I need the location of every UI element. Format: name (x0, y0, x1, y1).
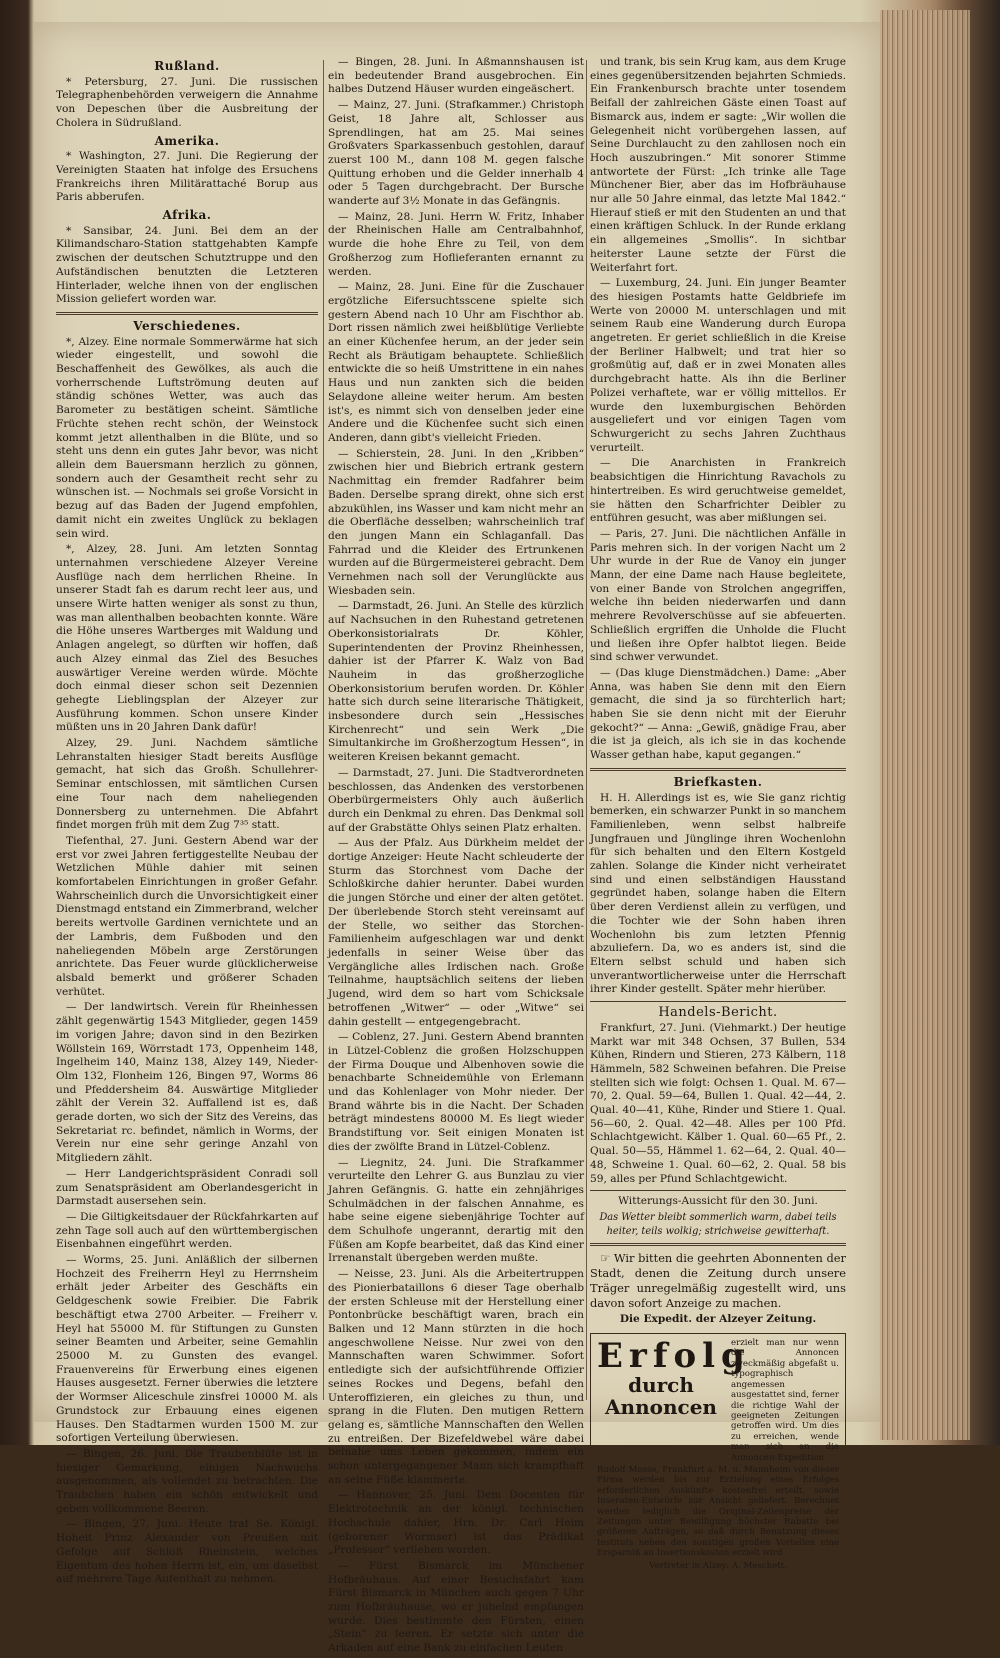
article-briefkasten: H. H. Allerdings ist es, wie Sie ganz richtig bemerken, ein schwarzer Punkt in so manchem Familienleben, wenn selbst halbreife Jungfrauen und Jünglinge ihren Wochenlohn für sich behalten und den Eltern Kostgeld zahlen. Solange die Kinder nicht verheiratet sind und einen selbständigen Hausstand gegründet haben, solange haben die Eltern über deren Verdienst allein zu verfügen, und die Tochter wie der Sohn haben ihren Wochenlohn bis zum letzten Pfennig abzuliefern. Da, wo es anders ist, sind die Eltern selbst schuld und haben sich unverantwortlicherweise unter die Herrschaft ihrer Kinder gestellt. Später mehr hierüber. (590, 791, 846, 996)
article: — Bingen, 27. Juni. Heute traf Se. Königl. Hoheit Prinz Alexander von Preußen mit Gefolge auf Schloß Rheinstein, welches Eigentum des hohen Herrn ist, ein, um daselbst auf mehrere Tage Aufenthalt zu nehmen. (56, 1518, 318, 1586)
article: *, Alzey, 28. Juni. Am letzten Sonntag unternahmen verschiedene Alzeyer Vereine Ausflüge nach dem herrlichen Rheine. In unserer Stadt fah es darum recht leer aus, und unsere Wirte hatten weniger als sonst zu thun, was man allenthalben beobachten konnte. Wäre die Höhe unseres Wartberges mit Waldung und Anlagen angelegt, so dürften wir hoffen, daß auch Alzey einmal das Ziel des Besuches auswärtiger Vereine werden würde. Möchte doch einmal dieser schon seit Dezennien gehegte Lieblingsplan der Alzeyer zur Ausführung kommen. Schon unsere Kinder müßten uns in 20 Jahren Dank dafür! (56, 543, 318, 734)
article: — Liegnitz, 24. Juni. Die Strafkammer verurteilte den Lehrer G. aus Bunzlau zu vier Jahren Gefängnis. G. hatte ein zehnjähriges Schulmädchen in der falschen Annahme, es habe seine eigene siebenjährige Tochter auf dem Schulhofe ungerannt, derartig mit den Füßen am Kopfe bearbeitet, daß das Kind einer Irrenanstalt übergeben werden mußte. (328, 1156, 584, 1265)
column-divider-1 (323, 60, 324, 1400)
article: — Fürst Bismarck im Münchener Hofbräuhaus. Auf einer Besuchsfahrt kam Fürst Bismarck in München auch gegen 7 Uhr zum Hofbräuhause, wo er jubelnd empfangen wurde. Dies bestimmte den Fürsten, einen „Stein“ zu leeren. Er setzte sich unter die Arkaden auf eine Bank zu einfachen Leuten (328, 1559, 584, 1655)
section-rule (590, 1243, 846, 1246)
pointing-hand-icon: ☞ (600, 1251, 614, 1266)
subscriber-notice (590, 1251, 846, 1311)
heading-afrika: Afrika. (162, 208, 212, 223)
weather-heading: Witterungs-Aussicht für den 30. Juni. (618, 1195, 818, 1208)
article: — Schierstein, 28. Juni. In den „Kribben“ zwischen hier und Biebrich ertrank gestern Nachmittag ein fremder Radfahrer beim Baden. Derselbe sprang direkt, ohne sich erst abzukühlen, ins Wasser und kam nicht mehr an die Oberfläche desselben; wahrscheinlich traf den jungen Mann ein Schlaganfall. Das Fahrrad und die Kleider des Ertrunkenen wurden auf die Bürgermeisterei gebracht. Dem Vernehmen nach soll der Verunglückte aus Wiesbaden sein. (328, 447, 584, 597)
article: — Die Giltigkeitsdauer der Rückfahrkarten auf zehn Tage soll auch auf den württembergischen Eisenbahnen eingeführt werden. (56, 1210, 318, 1251)
notice-text: Wir bitten die geehrten Abonnenten der Stadt, denen die Zeitung durch unsere Träger unregelmäßig zugestellt wird, uns davon sofort Anzeige zu machen. (590, 1251, 846, 1311)
article: — Luxemburg, 24. Juni. Ein junger Beamter des hiesigen Postamts hatte Geldbriefe im Werte von 20000 M. unterschlagen und mit seinem Raub eine Wanderung durch Europa angetreten. Er geriet schließlich in die Kreise der Berliner Halbwelt; und trat hier so großmütig auf, daß er in zwei Monaten alles durchgebracht hatte. Als ihn die Berliner Polizei verhaftete, war er völlig mittellos. Er wurde den luxemburgischen Behörden ausgeliefert und vor einigen Tagen vom Schwurgericht zu sechs Jahren Zuchthaus verurteilt. (590, 277, 846, 454)
heading-amerika: Amerika. (154, 133, 220, 148)
book-page-edges (880, 10, 970, 1440)
article: — (Das kluge Dienstmädchen.) Dame: „Aber Anna, was haben Sie denn mit den Eiern gemacht, die sind ja so fürchterlich hart; haben Sie sie denn nicht mit der Eieruhr gekocht?“ — Anna: „Gewiß, gnädige Frau, aber die ist ja gleich, als ich sie in das kochende Wasser gethan habe, kaput gegangen.“ (590, 666, 846, 762)
ad-headline-annoncen: durch Annoncen (605, 1373, 717, 1420)
article: — Aus der Pfalz. Aus Dürkheim meldet der dortige Anzeiger: Heute Nacht schleuderte der Sturm das Storchnest vom Dache der Schloßkirche dahier herunter. Dabei wurden die jungen Störche und einer der alten getötet. Der überlebende Storch steht vereinsamt auf der Stelle, wo seither das Storchen-Familienheim aufgeschlagen war und denkt jedenfalls in seiner Weise über das Vergängliche alles Irdischen nach. Große Teilnahme, hauptsächlich seitens der lieben Jugend, wird dem so hart vom Schicksale betroffenen „Witwer“ — oder „Witwe“ sei dahin gestellt — entgegengebracht. (328, 837, 584, 1028)
article: — Mainz, 28. Juni. Herrn W. Fritz, Inhaber der Rheinischen Halle am Centralbahnhof, wurde die hohe Ehre zu Teil, von dem Großherzog zum Hoflieferanten ernannt zu werden. (328, 210, 584, 278)
heading-handelsbericht: Handels-Bericht. (658, 1005, 778, 1021)
advertisement-mosse (590, 1333, 846, 1576)
ad-side-text: erzielt man nur wenn die Annoncen zweckmäßig abgefaßt u. typographisch angemessen ausgestattet sind, ferner die richtige Wahl der geeigneten Zeitungen getroffen wird. Um dies zu erreichen, wende man sich an die Annoncen-Expedition (731, 1338, 839, 1463)
article: — Worms, 25. Juni. Anläßlich der silbernen Hochzeit des Freiherrn Heyl zu Herrnsheim erhält jeder Arbeiter des Geschäfts ein Geldgeschenk sowie Freibier. Die Fabrik beschäftigt etwa 2700 Arbeiter. — Freiherr v. Heyl hat 55000 M. für Stiftungen zu Gunsten seiner Beamten und Arbeiter, seine Gemahlin 25000 M. zu Gunsten des evangel. Frauenvereins für Erwerbung eines eigenen Hauses ausgesetzt. Ferner überwies die letztere der Wormser Aliceschule zinsfrei 10000 M. als Grundstock zur Erbauung eines eigenen Hauses. Den Stadtarmen wurden 1500 M. zur sofortigen Verteilung überwiesen. (56, 1254, 318, 1445)
article-sansibar: * Sansibar, 24. Juni. Bei dem an der Kilimandscharo-Station stattgehabten Kampfe zwischen der deutschen Schutztruppe und den Aufständischen benutzten die Letzteren Hinterlader, welche ihnen von der englischen Mission geliefert worden war. (56, 224, 318, 306)
article: — Mainz, 27. Juni. (Strafkammer.) Christoph Geist, 18 Jahre alt, Schlosser aus Sprendlingen, hat am 25. Mai seines Großvaters Sparkassenbuch gestohlen, darauf zuerst 100 M., dann 108 M. gegen falsche Quittung erhoben und die Gelder innerhalb 4 oder 5 Tagen durchgebracht. Der Bursche wanderte auf 3½ Monate in das Gefängnis. (328, 99, 584, 208)
heading-verschiedenes: Verschiedenes. (133, 318, 241, 333)
notice-signature: Die Expedit. der Alzeyer Zeitung. (619, 1313, 817, 1326)
article: Alzey, 29. Juni. Nachdem sämtliche Lehranstalten hiesiger Stadt bereits Ausflüge gemacht, hat sich das Großh. Schullehrer-Seminar entschlossen, mit sämtlichen Cursen eine Tour nach dem naheliegenden Donnersberg zu unternehmen. Die Abfahrt findet morgen früh mit dem Zug 7³⁵ statt. (56, 737, 318, 832)
article: — Mainz, 28. Juni. Eine für die Zuschauer ergötzliche Eifersuchtsscene spielte sich gestern Abend nach 10 Uhr am Fischthor ab. Dort rissen nämlich zwei heißblütige Verliebte an einer Küchenfee herum, an der jeder sein Recht als Bräutigam behauptete. Schließlich entwickte die so heiß Umstrittene in ein nahes Haus und nun zankten sich die beiden Selaydone alleine weiter herum. Am besten ist's, es nimmt sich von denselben jeder eine Andere und die Küchenfee sucht sich einen Anderen, dann gibt's vielleicht Frieden. (328, 281, 584, 444)
article: — Bingen, 28. Juni. In Aßmannshausen ist ein bedeutender Brand ausgebrochen. Ein halbes Dutzend Häuser wurden eingeäschert. (328, 56, 584, 96)
article: — Neisse, 23. Juni. Als die Arbeitertruppen des Pionierbataillons 6 dieser Tage oberhalb der ersten Schleuse mit der Herstellung einer Pontonbrücke beschäftigt waren, brach ein Balken und 12 Mann stürzten in die hoch angeschwollene Neisse. Nur zwei von den Mannschaften waren Schwimmer. Sofort entledigte sich der aufsichtführende Offizier seines Rockes und Degens, befahl den Unteroffizieren, ein gleiches zu thun, und sprang in die Fluten. Den mutigen Rettern gelang es, sämtliche Mannschaften den Wellen zu entreißen. Der Bizefeldwebel wäre dabei beinahe ums Leben gekommen, indem ein schon untergegangener Mann sich krampfhaft an seine Füße klammerte. (328, 1268, 584, 1486)
weather-text: Das Wetter bleibt sommerlich warm, dabei teils heiter, teils wolkig; strichweise gewitterhaft. (599, 1211, 837, 1237)
article: — Coblenz, 27. Juni. Gestern Abend brannten in Lützel-Coblenz die großen Holzschuppen der Firma Douque und Albenhoven sowie die benachbarte Schneidemühle von Erlemann und das Kohlenlager von Mohr nieder. Der Brand währte bis in die Nacht. Der Schaden beträgt mindestens 80000 M. Es liegt wieder Brandstiftung vor. Seit einigen Monaten ist dies der zwölfte Brand in Lützel-Coblenz. (328, 1031, 584, 1153)
article: — Darmstadt, 27. Juni. Die Stadtverordneten beschlossen, das Andenken des verstorbenen Oberbürgermeisters Ohly auch äußerlich durch ein Denkmal zu ehren. Das Denkmal soll auf der Grabstätte Ohlys seinen Platz erhalten. (328, 766, 584, 834)
section-rule (590, 1001, 846, 1002)
ad-headline-erfolg: Erfolg (597, 1336, 751, 1377)
column-divider-2 (586, 60, 587, 1400)
column-2 (328, 56, 584, 1658)
section-rule (56, 312, 318, 315)
article: und trank, bis sein Krug kam, aus dem Kruge eines gegenübersitzenden bejahrten Schmieds. Ein Frankenbursch brachte unter tosendem Beifall der zahlreichen Gäste einen Toast auf Bismarck aus, indem er sagte: „Wir wollen die Gelegenheit nicht vorübergehen lassen, auf Seine Durchlaucht zu den zahllosen noch ein Hoch auszubringen.“ Mit sonorer Stimme antwortete der Fürst: „Ich trinke alle Tage Münchener Bier, aber das im Hofbräuhause nur alle 50 Jahre einmal, das letzte Mal 1842.“ Hierauf stieß er mit den Studenten an und that einen kräftigen Schluck. In der Runde erklang ein allgemeines „Smollis“. In sichtbar heiterster Laune setzte der Fürst die Weiterfahrt fort. (590, 56, 846, 274)
section-rule (590, 1190, 846, 1191)
ad-body-text: Rudolf Mosse, Frankfurt a. M. u. Mannheim von dieser Firma werden bis zur Erzielung eines Erfolges erforderlichen Auskünfte kostenfrei erteilt, sowie Inseraten-Entwürfe zur Ansicht geliefert. Berechnet werden lediglich die Original-Zeilenpreise der Zeitungen unter Bewilligung höchster Rabatte bei größeren Aufträgen, so daß durch Benutzung dieses Instituts neben den sonstigen großen Vorteilen eine Ersparniß an Insertionskosten erzielt wird (597, 1464, 839, 1559)
article-petersburg: * Petersburg, 27. Juni. Die russischen Telegraphenbehörden verweigern die Annahme von Depeschen über die Ausbreitung der Cholera in Südrußland. (56, 75, 318, 129)
column-1 (56, 56, 318, 1589)
article: — Paris, 27. Juni. Die nächtlichen Anfälle in Paris mehren sich. In der vorigen Nacht um 2 Uhr wurde in der Rue de Vanoy ein junger Mann, der eine Dame nach Hause begleitete, von einer Bande von Strolchen angegriffen, welche ihn beiden niederwarfen und dann mehrere Revolverschüsse auf sie abfeuerten. Schließlich ergriffen die Unholde die Flucht und ließen ihre Opfer halbtot liegen. Beide sind schwer verwundet. (590, 527, 846, 664)
article: — Die Anarchisten in Frankreich beabsichtigen die Hinrichtung Ravachols zu hintertreiben. Es wird geruchtweise gemeldet, sie hätten den Scharfrichter Deibler zu entführen gesucht, was aber mißlungen sei. (590, 457, 846, 525)
article: — Hannover, 25. Juni. Dem Docenten für Elektrotechnik an der königl. technischen Hochschule dahier, Hrn. Dr. Carl Heim (geborener Wormser) ist das Prädikat „Professor“ verliehen worden. (328, 1489, 584, 1557)
heading-russland: Rußland. (154, 59, 220, 73)
article: — Der landwirtsch. Verein für Rheinhessen zählt gegenwärtig 1543 Mitglieder, gegen 1459 im vorigen Jahre; davon sind in den Bezirken Wöllstein 169, Wörrstadt 173, Oppenheim 148, Ingelheim 140, Mainz 138, Alzey 149, Nieder-Olm 132, Flonheim 126, Bingen 97, Worms 86 und Pfeddersheim 84. Auswärtige Mitglieder zählt der Verein 32. Auffallend ist es, daß gerade dorten, wo sich der Sitz des Vereins, das Sekretariat rc. befindet, nämlich in Worms, der Verein nur eine sehr geringe Anzahl von Mitgliedern zählt. (56, 1001, 318, 1165)
article: *, Alzey. Eine normale Sommerwärme hat sich wieder eingestellt, und sowohl die Beschaffenheit des Gewölkes, als auch die vorherrschende Luftströmung deuten auf ständig schönes Wetter, was auch das Barometer zu bestätigen scheint. Sämtliche Früchte stehen recht schön, der Weinstock kommt jetzt allenthalben in die Blüte, und so steht uns denn ein gutes Jahr bevor, was nicht allein dem Bauersmann herzlich zu gönnen, sondern auch der Gesamtheit recht sehr zu wünschen ist. — Nochmals sei große Vorsicht in bezug auf das Baden der Jugend empfohlen, damit nicht ein zweites Unglück zu beklagen sein wird. (56, 335, 318, 540)
section-rule (590, 768, 846, 771)
article: Tiefenthal, 27. Juni. Gestern Abend war der erst vor zwei Jahren fertiggestellte Neubau der Wetzlichen Mühle dahier mit seinen komfortabelen Einrichtungen in großer Gefahr. Wahrscheinlich durch die Unvorsichtigkeit einer Dienstmagd entstand ein Zimmerbrand, welcher bereits wertvolle Gardinen vernichtete und an der Lambris, dem Fußboden und den naheliegenden Möbeln arge Zerstörungen anrichtete. Das Feuer wurde glücklicherweise alsbald bemerkt und größerer Schaden verhütet. (56, 834, 318, 998)
ad-representative: Vertreter in Alzey: A. Meschett. (649, 1560, 787, 1571)
article: — Herr Landgerichtspräsident Conradi soll zum Senatspräsident am Oberlandesgericht in Darmstadt ausersehen sein. (56, 1167, 318, 1208)
heading-briefkasten: Briefkasten. (673, 774, 763, 789)
column-3 (590, 56, 846, 1576)
article: — Bingen, 26. Juni. Die Traubenblüte ist in hiesiger Gemarkung, einigen Nachwuchs ausgenommen, als vollendet zu betrachten. Die Traubchen haben ein schön entwickelt und geben vollkommene Beeren. (56, 1447, 318, 1515)
article-viehmarkt: Frankfurt, 27. Juni. (Viehmarkt.) Der heutige Markt war mit 348 Ochsen, 37 Bullen, 534 Kühen, Rindern und Stieren, 273 Kälbern, 118 Hämmeln, 582 Schweinen befahren. Die Preise stellten sich wie folgt: Ochsen 1. Qual. M. 67—70, 2. Qual. 59—64, Bullen 1. Qual. 42—44, 2. Qual. 40—41, Kühe, Rinder und Stiere 1. Qual. 56—60, 2. Qual. 42—48. Alles per 100 Pfd. Schlachtgewicht. Kälber 1. Qual. 60—65 Pf., 2. Qual. 50—55, Hämmel 1. 62—64, 2. Qual. 40—48, Schweine 1. Qual. 60—62, 2. Qual. 58 bis 59, alles per Pfund Schlachtgewicht. (590, 1021, 846, 1185)
article-washington: * Washington, 27. Juni. Die Regierung der Vereinigten Staaten hat infolge des Ersuchens Frankreichs ihren Militärattaché Borup aus Paris abberufen. (56, 150, 318, 204)
article: — Darmstadt, 26. Juni. An Stelle des kürzlich auf Nachsuchen in den Ruhestand getretenen Oberkonsistorialrats Dr. Köhler, Superintendenten der Provinz Rheinhessen, dahier ist der Pfarrer K. Walz von Bad Nauheim in das großherzogliche Oberkonsistorium berufen worden. Dr. Köhler hatte sich durch seine literarische Thätigkeit, insbesondere durch sein „Hessisches Kirchenrecht“ und sein Werk „Die Simultankirche im Großherzogtum Hessen“, in weiteren Kreisen bekannt gemacht. (328, 600, 584, 764)
